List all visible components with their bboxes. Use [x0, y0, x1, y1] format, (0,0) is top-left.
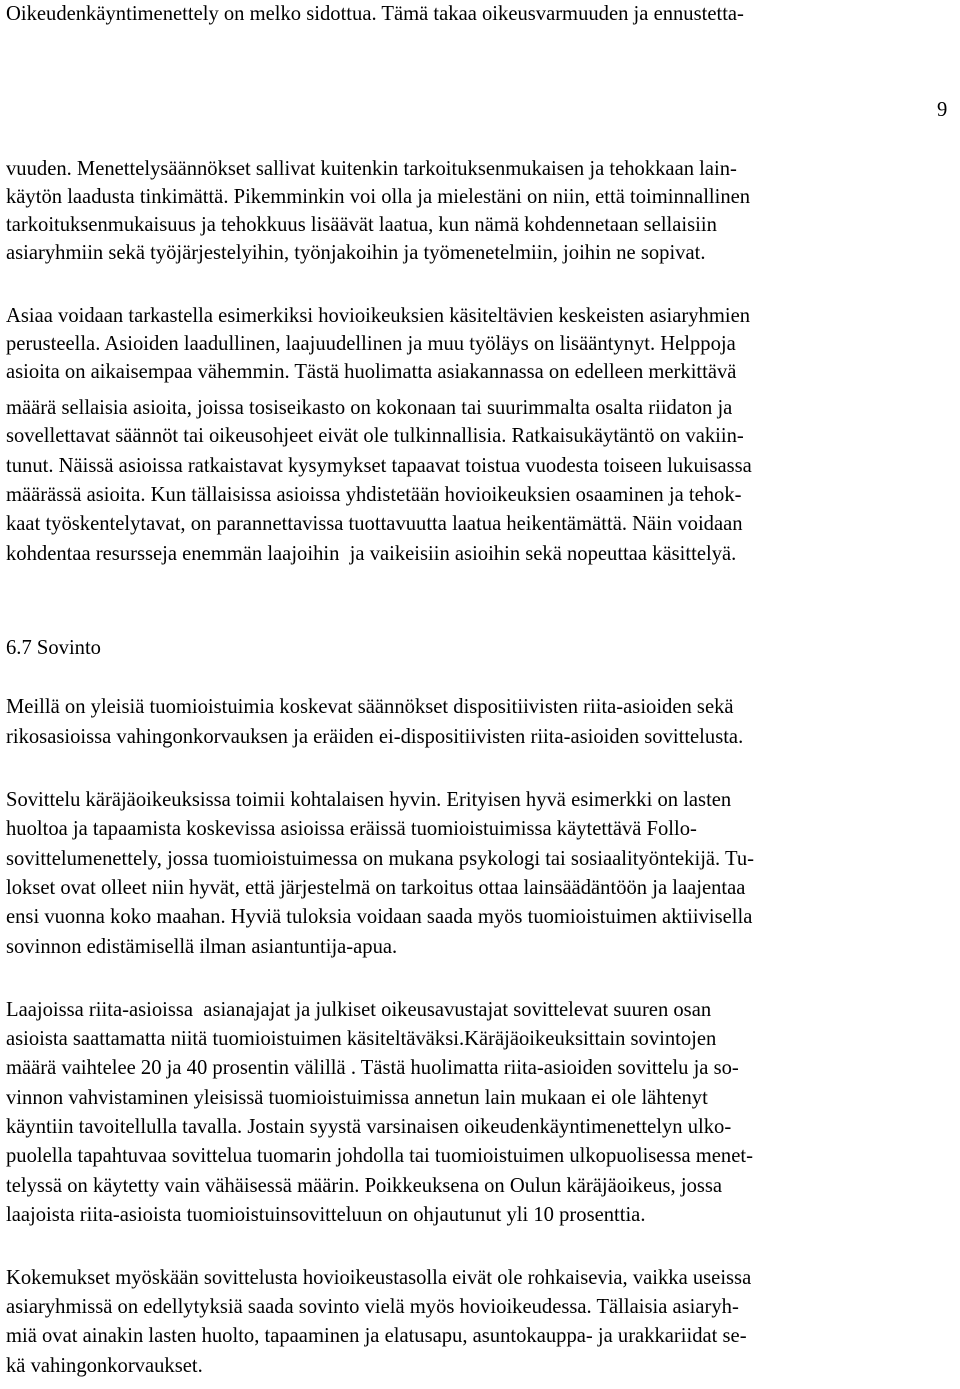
text-line: kä vahingonkorvaukset. — [6, 1355, 203, 1377]
text-line: määrä sellaisia asioita, joissa tosiseikasto on kokonaan tai suurimmalta osalta riidaton ja — [6, 397, 733, 419]
text-line: laajoista riita-asioista tuomioistuinsovitteluun on ohjautunut yli 10 prosenttia. — [6, 1204, 646, 1226]
text-line: käyntiin tavoitellulla tavalla. Jostain syystä varsinaisen oikeudenkäyntimenettelyn ulko- — [6, 1116, 732, 1138]
text-line: asioista saattamatta niitä tuomioistuimen käsiteltäväksi.Käräjäoikeuksittain sovintojen — [6, 1028, 717, 1050]
text-line: ensi vuonna koko maahan. Hyviä tuloksia voidaan saada myös tuomioistuimen aktiivisella — [6, 906, 753, 928]
text-line: määrässä asioita. Kun tällaisissa asioissa yhdistetään hovioikeuksien osaaminen ja tehok- — [6, 484, 742, 506]
text-line: rikosasioissa vahingonkorvauksen ja eräiden ei-dispositiivisten riita-asioiden sovittelusta. — [6, 726, 744, 748]
text-line: asiaryhmiin sekä työjärjestelyihin, työnjakoihin ja työmenetelmiin, joihin ne sopivat. — [6, 242, 706, 264]
text-line: sovittelumenettely, jossa tuomioistuimessa on mukana psykologi tai sosiaalityöntekijä. Tu- — [6, 848, 754, 870]
section-heading: 6.7 Sovinto — [6, 637, 101, 659]
text-line: perusteella. Asioiden laadullinen, laajuudellinen ja muu työläys on lisääntynyt. Helppoja — [6, 333, 736, 355]
text-line: vinnon vahvistaminen yleisissä tuomioistuimissa annetun lain mukaan ei ole lähtenyt — [6, 1087, 708, 1109]
text-line: Meillä on yleisiä tuomioistuimia koskevat säännökset dispositiivisten riita-asioiden sekä — [6, 696, 734, 718]
page-number: 9 — [937, 99, 948, 121]
text-line: vuuden. Menettelysäännökset sallivat kuitenkin tarkoituksenmukaisen ja tehokkaan lain- — [6, 158, 737, 180]
text-line: Kokemukset myöskään sovittelusta hovioikeustasolla eivät ole rohkaisevia, vaikka useissa — [6, 1267, 752, 1289]
text-line: kohdentaa resursseja enemmän laajoihin ja vaikeisiin asioihin sekä nopeuttaa käsittelyä. — [6, 543, 737, 565]
text-line: kaat työskentelytavat, on parannettavissa tuottavuutta laatua heikentämättä. Näin voidaan — [6, 513, 743, 535]
text-line: sovellettavat säännöt tai oikeusohjeet eivät ole tulkinnallisia. Ratkaisukäytäntö on vakiin- — [6, 425, 744, 447]
text-line: asiaryhmissä on edellytyksiä saada sovinto vielä myös hovioikeudessa. Tällaisia asiaryh- — [6, 1296, 739, 1318]
text-line: huoltoa ja tapaamista koskevissa asioissa eräissä tuomioistuimissa käytettävä Follo- — [6, 818, 697, 840]
text-line: miä ovat ainakin lasten huolto, tapaaminen ja elatusapu, asuntokauppa- ja urakkariidat se- — [6, 1325, 747, 1347]
text-line: asioita on aikaisempaa vähemmin. Tästä huolimatta asiakannassa on edelleen merkittävä — [6, 361, 737, 383]
text-line: määrä vaihtelee 20 ja 40 prosentin välillä . Tästä huolimatta riita-asioiden sovittelu ja so- — [6, 1057, 739, 1079]
text-line: tarkoituksenmukaisuus ja tehokkuus lisäävät laatua, kun nämä kohdennetaan sellaisiin — [6, 214, 717, 236]
text-line: Sovittelu käräjäoikeuksissa toimii kohtalaisen hyvin. Erityisen hyvä esimerkki on lasten — [6, 789, 732, 811]
text-line: tunut. Näissä asioissa ratkaistavat kysymykset tapaavat toistua vuodesta toiseen lukuisassa — [6, 455, 752, 477]
text-line: telyssä on käytetty vain vähäisessä määrin. Poikkeuksena on Oulun käräjäoikeus, jossa — [6, 1175, 723, 1197]
text-line: käytön laadusta tinkimättä. Pikemminkin voi olla ja mielestäni on niin, että toiminnallinen — [6, 186, 751, 208]
text-line: puolella tapahtuvaa sovittelua tuomarin johdolla tai tuomioistuimen ulkopuolisessa menet- — [6, 1145, 753, 1167]
text-line: Asiaa voidaan tarkastella esimerkiksi hovioikeuksien käsiteltävien keskeisten asiaryhmien — [6, 305, 751, 327]
text-line: sovinnon edistämisellä ilman asiantuntija-apua. — [6, 936, 398, 958]
text-line: Laajoissa riita-asioissa asianajajat ja julkiset oikeusavustajat sovittelevat suuren osan — [6, 999, 712, 1021]
text-line: Oikeudenkäyntimenettely on melko sidottua. Tämä takaa oikeusvarmuuden ja ennustetta- — [6, 3, 744, 25]
text-line: lokset ovat olleet niin hyvät, että järjestelmä on tarkoitus ottaa lainsäädäntöön ja laajentaa — [6, 877, 746, 899]
